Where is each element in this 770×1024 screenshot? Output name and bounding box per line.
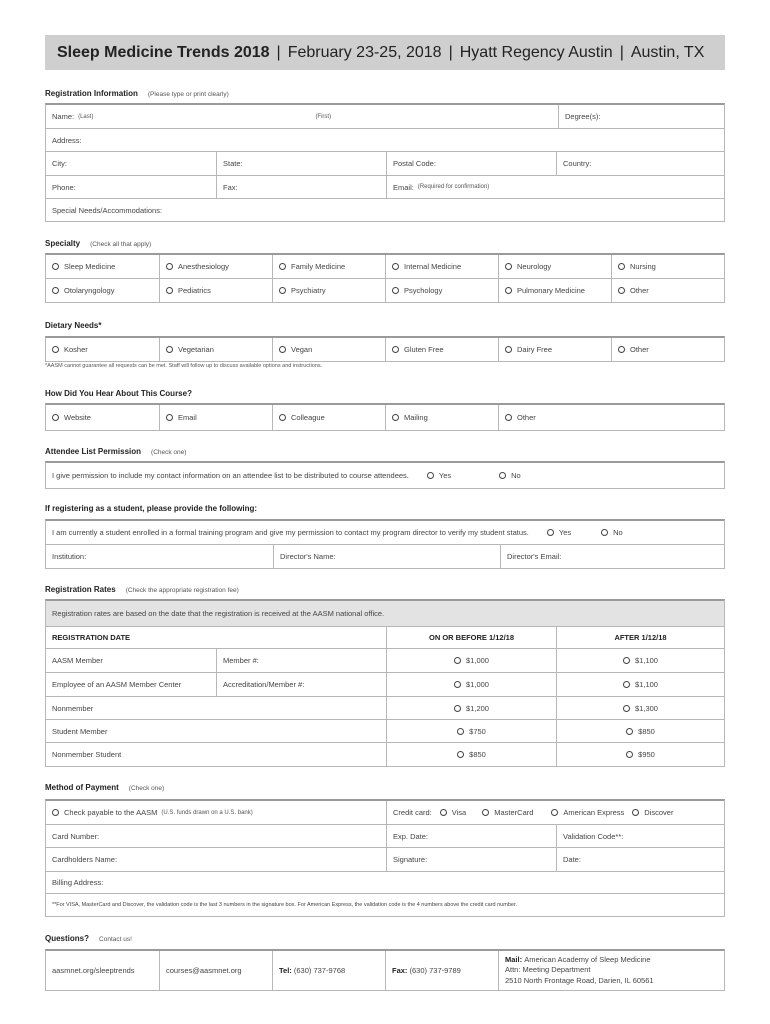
cardholder-name-field[interactable]: Cardholders Name:	[52, 855, 118, 864]
rate-before-option[interactable]: $1,200	[386, 697, 556, 719]
institution-field[interactable]: Institution:	[52, 552, 87, 561]
radio-icon	[623, 681, 630, 688]
dietary-option[interactable]: Other	[611, 338, 724, 361]
table-row	[46, 673, 724, 697]
dietary-footnote: *AASM cannot guarantee all requests can be met. Staff will follow up to discuss available options and instructions.	[45, 363, 323, 369]
radio-icon	[623, 705, 630, 712]
rate-category: Nonmember	[52, 703, 94, 713]
table-row	[46, 649, 724, 673]
hear-option[interactable]: Other	[498, 405, 724, 430]
radio-icon	[626, 751, 633, 758]
attendee-permission-table	[45, 461, 725, 489]
radio-icon	[505, 346, 512, 353]
radio-icon	[482, 809, 489, 816]
radio-icon	[279, 346, 286, 353]
rate-after-option[interactable]: $1,100	[556, 649, 724, 672]
section-registration-rates: Registration Rates (Check the appropriate registration fee)	[45, 585, 239, 594]
specialty-option[interactable]: Pulmonary Medicine	[498, 279, 611, 302]
radio-icon	[52, 287, 59, 294]
dietary-option[interactable]: Vegan	[272, 338, 385, 361]
address-field[interactable]: Address:	[52, 135, 82, 145]
event-venue: Hyatt Regency Austin	[459, 43, 613, 61]
student-no-option[interactable]: No	[601, 528, 623, 537]
specialty-option[interactable]: Psychiatry	[272, 279, 385, 302]
radio-icon	[547, 529, 554, 536]
email-field[interactable]: Email: (Required for confirmation)	[386, 176, 724, 198]
validation-code-field[interactable]: Validation Code**:	[556, 825, 724, 847]
radio-icon	[601, 529, 608, 536]
radio-icon	[454, 705, 461, 712]
website-link[interactable]: aasmnet.org/sleeptrends	[52, 966, 135, 975]
city-field[interactable]: City:	[52, 159, 67, 168]
registration-information-table	[45, 103, 725, 222]
email-link[interactable]: courses@aasmnet.org	[159, 951, 272, 990]
radio-icon	[392, 346, 399, 353]
degree-field[interactable]: Degree(s):	[558, 105, 724, 128]
exp-date-field[interactable]: Exp. Date:	[386, 825, 556, 847]
radio-icon	[279, 263, 286, 270]
dietary-option[interactable]: Gluten Free	[385, 338, 498, 361]
radio-icon	[52, 809, 59, 816]
section-how-did-you-hear: How Did You Hear About This Course?	[45, 389, 192, 398]
radio-icon	[499, 472, 506, 479]
radio-icon	[551, 809, 558, 816]
rates-banner: Registration rates are based on the date that the registration is received at the AASM national office.	[52, 609, 385, 618]
section-specialty: Specialty (Check all that apply)	[45, 239, 152, 248]
radio-icon	[52, 346, 59, 353]
column-header-after: AFTER 1/12/18	[556, 627, 724, 648]
radio-icon	[623, 657, 630, 664]
telephone: Tel: (630) 737-9768	[272, 951, 385, 990]
signature-field[interactable]: Signature:	[386, 848, 556, 871]
rate-category: AASM Member	[52, 656, 103, 665]
radio-icon	[440, 809, 447, 816]
rate-after-option[interactable]: $950	[556, 743, 724, 766]
section-dietary-needs: Dietary Needs*	[45, 321, 102, 330]
specialty-option[interactable]: Other	[611, 279, 724, 302]
visa-option[interactable]: Visa	[440, 808, 466, 817]
hear-about-table	[45, 403, 725, 431]
radio-icon	[52, 263, 59, 270]
dietary-option[interactable]: Dairy Free	[498, 338, 611, 361]
radio-icon	[392, 414, 399, 421]
student-yes-option[interactable]: Yes	[547, 528, 571, 537]
attendee-permission-row: I give permission to include my contact information on an attendee list to be distributed to course attendees. Yes No	[52, 471, 521, 480]
fax-number: Fax: (630) 737-9789	[385, 951, 498, 990]
radio-icon	[454, 657, 461, 664]
event-title: Sleep Medicine Trends 2018	[57, 43, 270, 61]
radio-icon	[392, 287, 399, 294]
rate-before-option[interactable]: $1,000	[386, 673, 556, 696]
american-express-option[interactable]: American Express	[551, 808, 624, 817]
radio-icon	[166, 346, 173, 353]
director-email-field[interactable]: Director's Email:	[500, 545, 724, 568]
billing-address-field[interactable]: Billing Address:	[52, 878, 104, 887]
section-questions: Questions? Contact us!	[45, 934, 132, 943]
hear-option[interactable]: Colleague	[272, 405, 385, 430]
phone-field[interactable]: Phone:	[52, 182, 76, 192]
specialty-option[interactable]: Otolaryngology	[46, 279, 159, 302]
discover-option[interactable]: Discover	[632, 808, 673, 817]
section-student: If registering as a student, please provide the following:	[45, 504, 258, 513]
specialty-option[interactable]: Internal Medicine	[385, 255, 498, 278]
member-number-field[interactable]: Member #:	[216, 649, 386, 672]
director-name-field[interactable]: Director's Name:	[273, 545, 500, 568]
section-attendee-list-permission: Attendee List Permission (Check one)	[45, 447, 187, 456]
mastercard-option[interactable]: MasterCard	[482, 808, 533, 817]
column-header-registration-date: REGISTRATION DATE	[52, 633, 131, 642]
postal-code-field[interactable]: Postal Code:	[386, 152, 556, 175]
radio-icon	[618, 287, 625, 294]
fax-field[interactable]: Fax:	[216, 176, 386, 198]
section-method-of-payment: Method of Payment (Check one)	[45, 783, 165, 792]
radio-icon	[505, 263, 512, 270]
country-field[interactable]: Country:	[556, 152, 724, 175]
table-row	[46, 743, 724, 767]
check-payment-option[interactable]: Check payable to the AASM (U.S. funds drawn on a U.S. bank)	[46, 801, 386, 824]
radio-icon	[279, 287, 286, 294]
accreditation-number-field[interactable]: Accreditation/Member #:	[216, 673, 386, 696]
payment-table	[45, 799, 725, 917]
radio-icon	[505, 414, 512, 421]
radio-icon	[279, 414, 286, 421]
radio-icon	[618, 263, 625, 270]
table-row	[46, 720, 724, 743]
student-table	[45, 519, 725, 569]
section-registration-information: Registration Information (Please type or print clearly)	[45, 89, 229, 98]
table-row	[46, 697, 724, 720]
specialty-option[interactable]: Nursing	[611, 255, 724, 278]
radio-icon	[166, 263, 173, 270]
radio-icon	[427, 472, 434, 479]
name-field[interactable]: Name: (Last) (First)	[52, 112, 332, 121]
state-field[interactable]: State:	[216, 152, 386, 175]
radio-icon	[457, 728, 464, 735]
student-permission-row: I am currently a student enrolled in a formal training program and give my permission to contact my program director to verify my student status. Yes No	[52, 528, 623, 537]
radio-icon	[618, 346, 625, 353]
column-header-on-or-before: ON OR BEFORE 1/12/18	[386, 627, 556, 648]
card-number-field[interactable]: Card Number:	[52, 831, 100, 841]
contact-table	[45, 949, 725, 991]
event-dates: February 23-25, 2018	[287, 43, 442, 61]
radio-icon	[626, 728, 633, 735]
specialty-option[interactable]: Neurology	[498, 255, 611, 278]
radio-icon	[166, 287, 173, 294]
hear-option[interactable]: Email	[159, 405, 272, 430]
rate-after-option[interactable]: $1,100	[556, 673, 724, 696]
rate-after-option[interactable]: $1,300	[556, 697, 724, 719]
radio-icon	[457, 751, 464, 758]
page-title-banner: Sleep Medicine Trends 2018 | February 23-25, 2018 | Hyatt Regency Austin | Austin, TX	[45, 35, 725, 70]
date-field[interactable]: Date:	[556, 848, 724, 871]
mailing-address: Mail: American Academy of Sleep Medicine Attn: Meeting Department 2510 North Frontage Road, Darien, IL 60561	[498, 951, 724, 990]
radio-icon	[632, 809, 639, 816]
hear-option[interactable]: Website	[46, 405, 159, 430]
hear-option[interactable]: Mailing	[385, 405, 498, 430]
specialty-option[interactable]: Pediatrics	[159, 279, 272, 302]
payment-footnote: **For VISA, MasterCard and Discover, the validation code is the last 3 numbers in the signature box. For American Express, the validation code is the 4 numbers above the credit card number.	[52, 902, 517, 908]
radio-icon	[52, 414, 59, 421]
specialty-option[interactable]: Anesthesiology	[159, 255, 272, 278]
rate-before-option[interactable]: $1,000	[386, 649, 556, 672]
specialty-option[interactable]: Sleep Medicine	[46, 255, 159, 278]
rate-after-option[interactable]: $850	[556, 720, 724, 742]
registration-rates-table	[45, 599, 725, 767]
radio-icon	[454, 681, 461, 688]
rate-category: Employee of an AASM Member Center	[52, 680, 182, 689]
radio-icon	[505, 287, 512, 294]
rate-before-option[interactable]: $850	[386, 743, 556, 766]
specialty-option[interactable]: Family Medicine	[272, 255, 385, 278]
dietary-option[interactable]: Vegetarian	[159, 338, 272, 361]
specialty-option[interactable]: Psychology	[385, 279, 498, 302]
radio-icon	[166, 414, 173, 421]
specialty-table	[45, 253, 725, 303]
rate-before-option[interactable]: $750	[386, 720, 556, 742]
special-needs-field[interactable]: Special Needs/Accommodations:	[52, 205, 163, 215]
credit-card-options: Credit card: Visa MasterCard American Express Discover	[386, 801, 724, 824]
radio-icon	[392, 263, 399, 270]
attendee-yes-option[interactable]: Yes	[427, 471, 451, 480]
dietary-table	[45, 336, 725, 362]
rate-category: Nonmember Student	[52, 750, 122, 759]
attendee-no-option[interactable]: No	[499, 471, 521, 480]
dietary-option[interactable]: Kosher	[46, 338, 159, 361]
event-city: Austin, TX	[630, 43, 705, 61]
rate-category: Student Member	[52, 726, 108, 736]
